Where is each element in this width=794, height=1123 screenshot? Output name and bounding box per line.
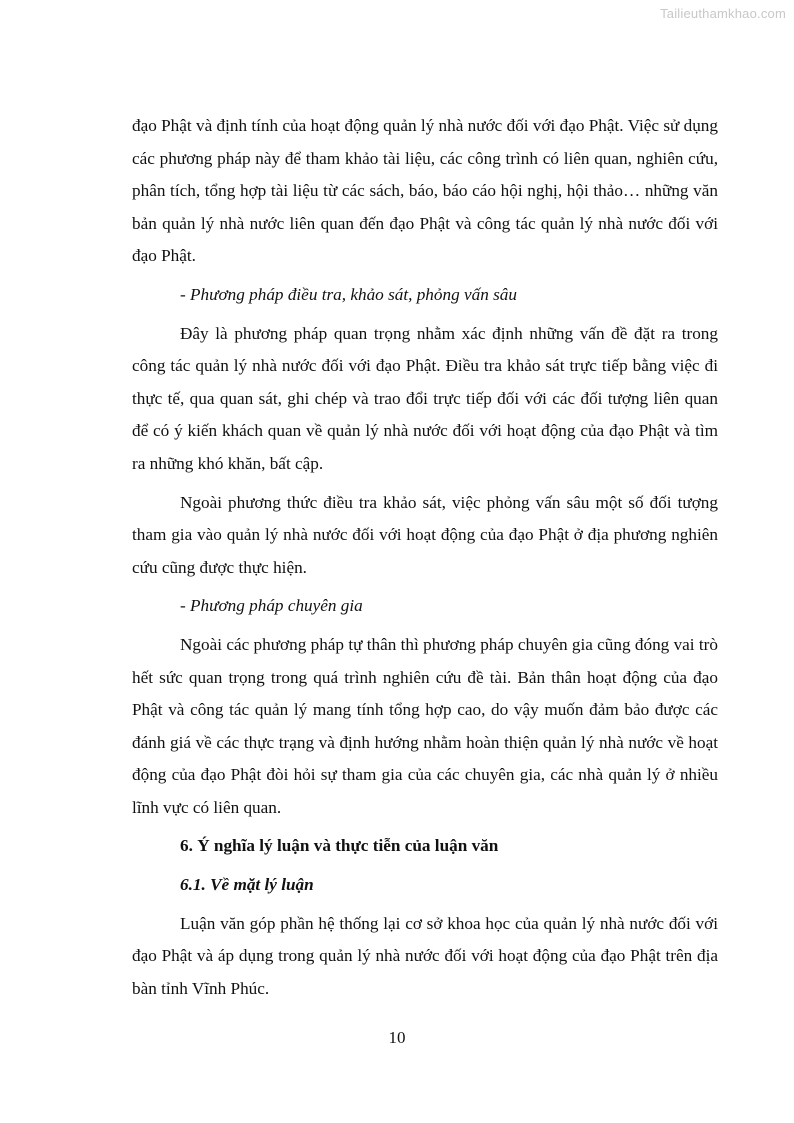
paragraph-interview: Ngoài phương thức điều tra khảo sát, việc phỏng vấn sâu một số đối tượng tham gia vào quản lý nhà nước đối với hoạt động của đạo Phật ở địa phương nghiên cứu cũng được thực hiện.	[132, 492, 718, 577]
page-number: 10	[388, 1028, 406, 1047]
page-body	[132, 110, 718, 1011]
subsection-heading-theory: 6.1. Về mặt lý luận	[180, 875, 314, 895]
paragraph-theory: Luận văn góp phần hệ thống lại cơ sở khoa học của quản lý nhà nước đối với đạo Phật và áp dụng trong quản lý nhà nước đối với hoạt động của đạo Phật trên địa bàn tỉnh Vĩnh Phúc.	[132, 913, 718, 998]
paragraph-continuation: đạo Phật và định tính của hoạt động quản lý nhà nước đối với đạo Phật. Việc sử dụng các phương pháp này để tham khảo tài liệu, các công trình có liên quan, nghiên cứu, phân tích, tổng hợp tài liệu từ các sách, báo, báo cáo hội nghị, hội thảo… những văn bản quản lý nhà nước liên quan đến đạo Phật và công tác quản lý nhà nước đối với đạo Phật.	[132, 116, 718, 266]
section-heading-significance: 6. Ý nghĩa lý luận và thực tiễn của luận văn	[180, 836, 499, 856]
watermark-text: Tailieuthamkhao.com	[660, 6, 786, 21]
subsection-expert-method: - Phương pháp chuyên gia	[180, 596, 363, 616]
subsection-survey-method: - Phương pháp điều tra, khảo sát, phỏng vấn sâu	[180, 284, 517, 304]
paragraph-expert-description: Ngoài các phương pháp tự thân thì phương pháp chuyên gia cũng đóng vai trò hết sức quan trọng trong quá trình nghiên cứu đề tài. Bản thân hoạt động của đạo Phật và công tác quản lý mang tính tổng hợp cao, do vậy muốn đảm bảo được các đánh giá về các thực trạng và định hướng nhằm hoàn thiện quản lý nhà nước về hoạt động của đạo Phật đòi hỏi sự tham gia của các chuyên gia, các nhà quản lý ở nhiều lĩnh vực có liên quan.	[132, 634, 718, 817]
paragraph-survey-description: Đây là phương pháp quan trọng nhằm xác định những vấn đề đặt ra trong công tác quản lý nhà nước đối với đạo Phật. Điều tra khảo sát trực tiếp bằng việc đi thực tế, qua quan sát, ghi chép và trao đổi trực tiếp đối với các đối tượng liên quan để có ý kiến khách quan về quản lý nhà nước đối với hoạt động của đạo Phật và tìm ra những khó khăn, bất cập.	[132, 323, 718, 473]
